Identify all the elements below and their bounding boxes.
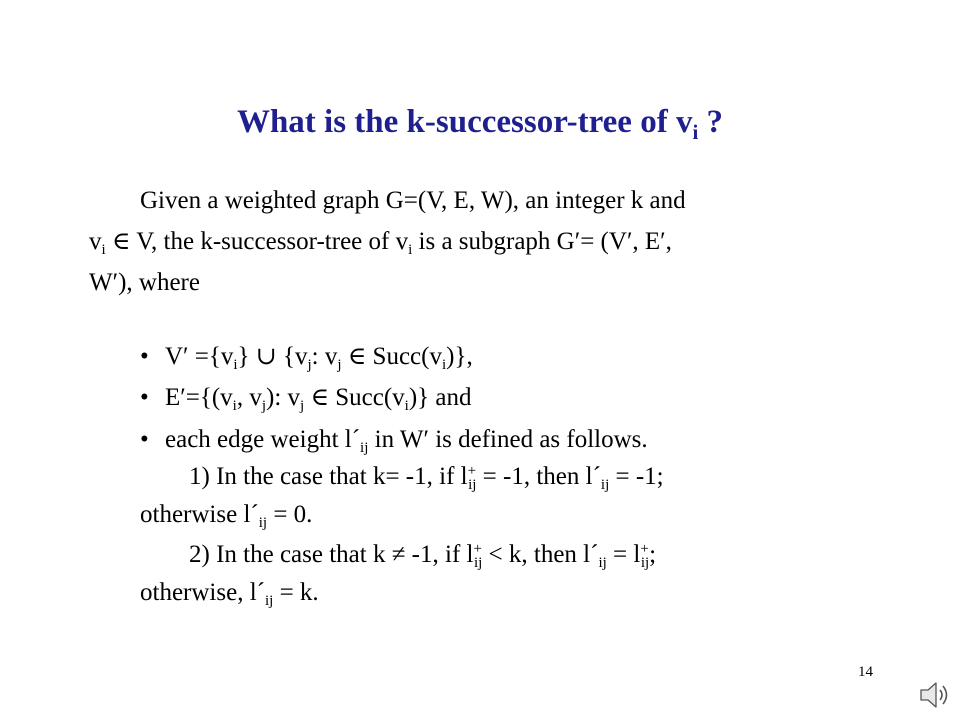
bullet-vertices: $V' =\{v_i\}$ ∪ {$v_j$: $v_j$ ∈ $Succ(v_i)$},	[165, 343, 473, 373]
page-number: 14	[858, 664, 873, 680]
bullet-dot-3: •	[140, 426, 149, 453]
intro-line-3: W′), where	[89, 269, 200, 296]
bullet-weights: each edge weight $l´_{ij}$ in W′ is defined as follows.	[165, 426, 648, 456]
case-2-line-2: otherwise, $l´_{ij} = k$.	[140, 579, 319, 609]
slide-title: What is the k-successor-tree of $v_i$ ?	[236, 104, 724, 144]
case-2-line-1: 2) In the case that k ≠ -1, if $l^+_{ij} < k$, then $l´_{ij} = l^+_{ij}$;	[189, 541, 657, 571]
intro-line-2: $v_i$ ∈ V, the k-successor-tree of $v_i$ is a subgraph G′= (V′, E′,	[89, 228, 672, 258]
bullet-dot-2: •	[140, 384, 149, 411]
speaker-icon[interactable]	[918, 678, 952, 712]
case-1-line-1: 1) In the case that k= -1, if $l^+_{ij} = -1$, then $l´_{ij} = -1$;	[189, 463, 664, 493]
intro-line-1: Given a weighted graph G=(V, E, W), an integer k and	[140, 187, 686, 214]
bullet-dot-1: •	[140, 343, 149, 370]
bullet-edges: $E'=\{(v_i$, $v_j$): $v_j$ ∈ $Succ(v_i)$} and	[165, 384, 472, 414]
case-1-line-2: otherwise $l´_{ij} = 0$.	[140, 501, 313, 531]
